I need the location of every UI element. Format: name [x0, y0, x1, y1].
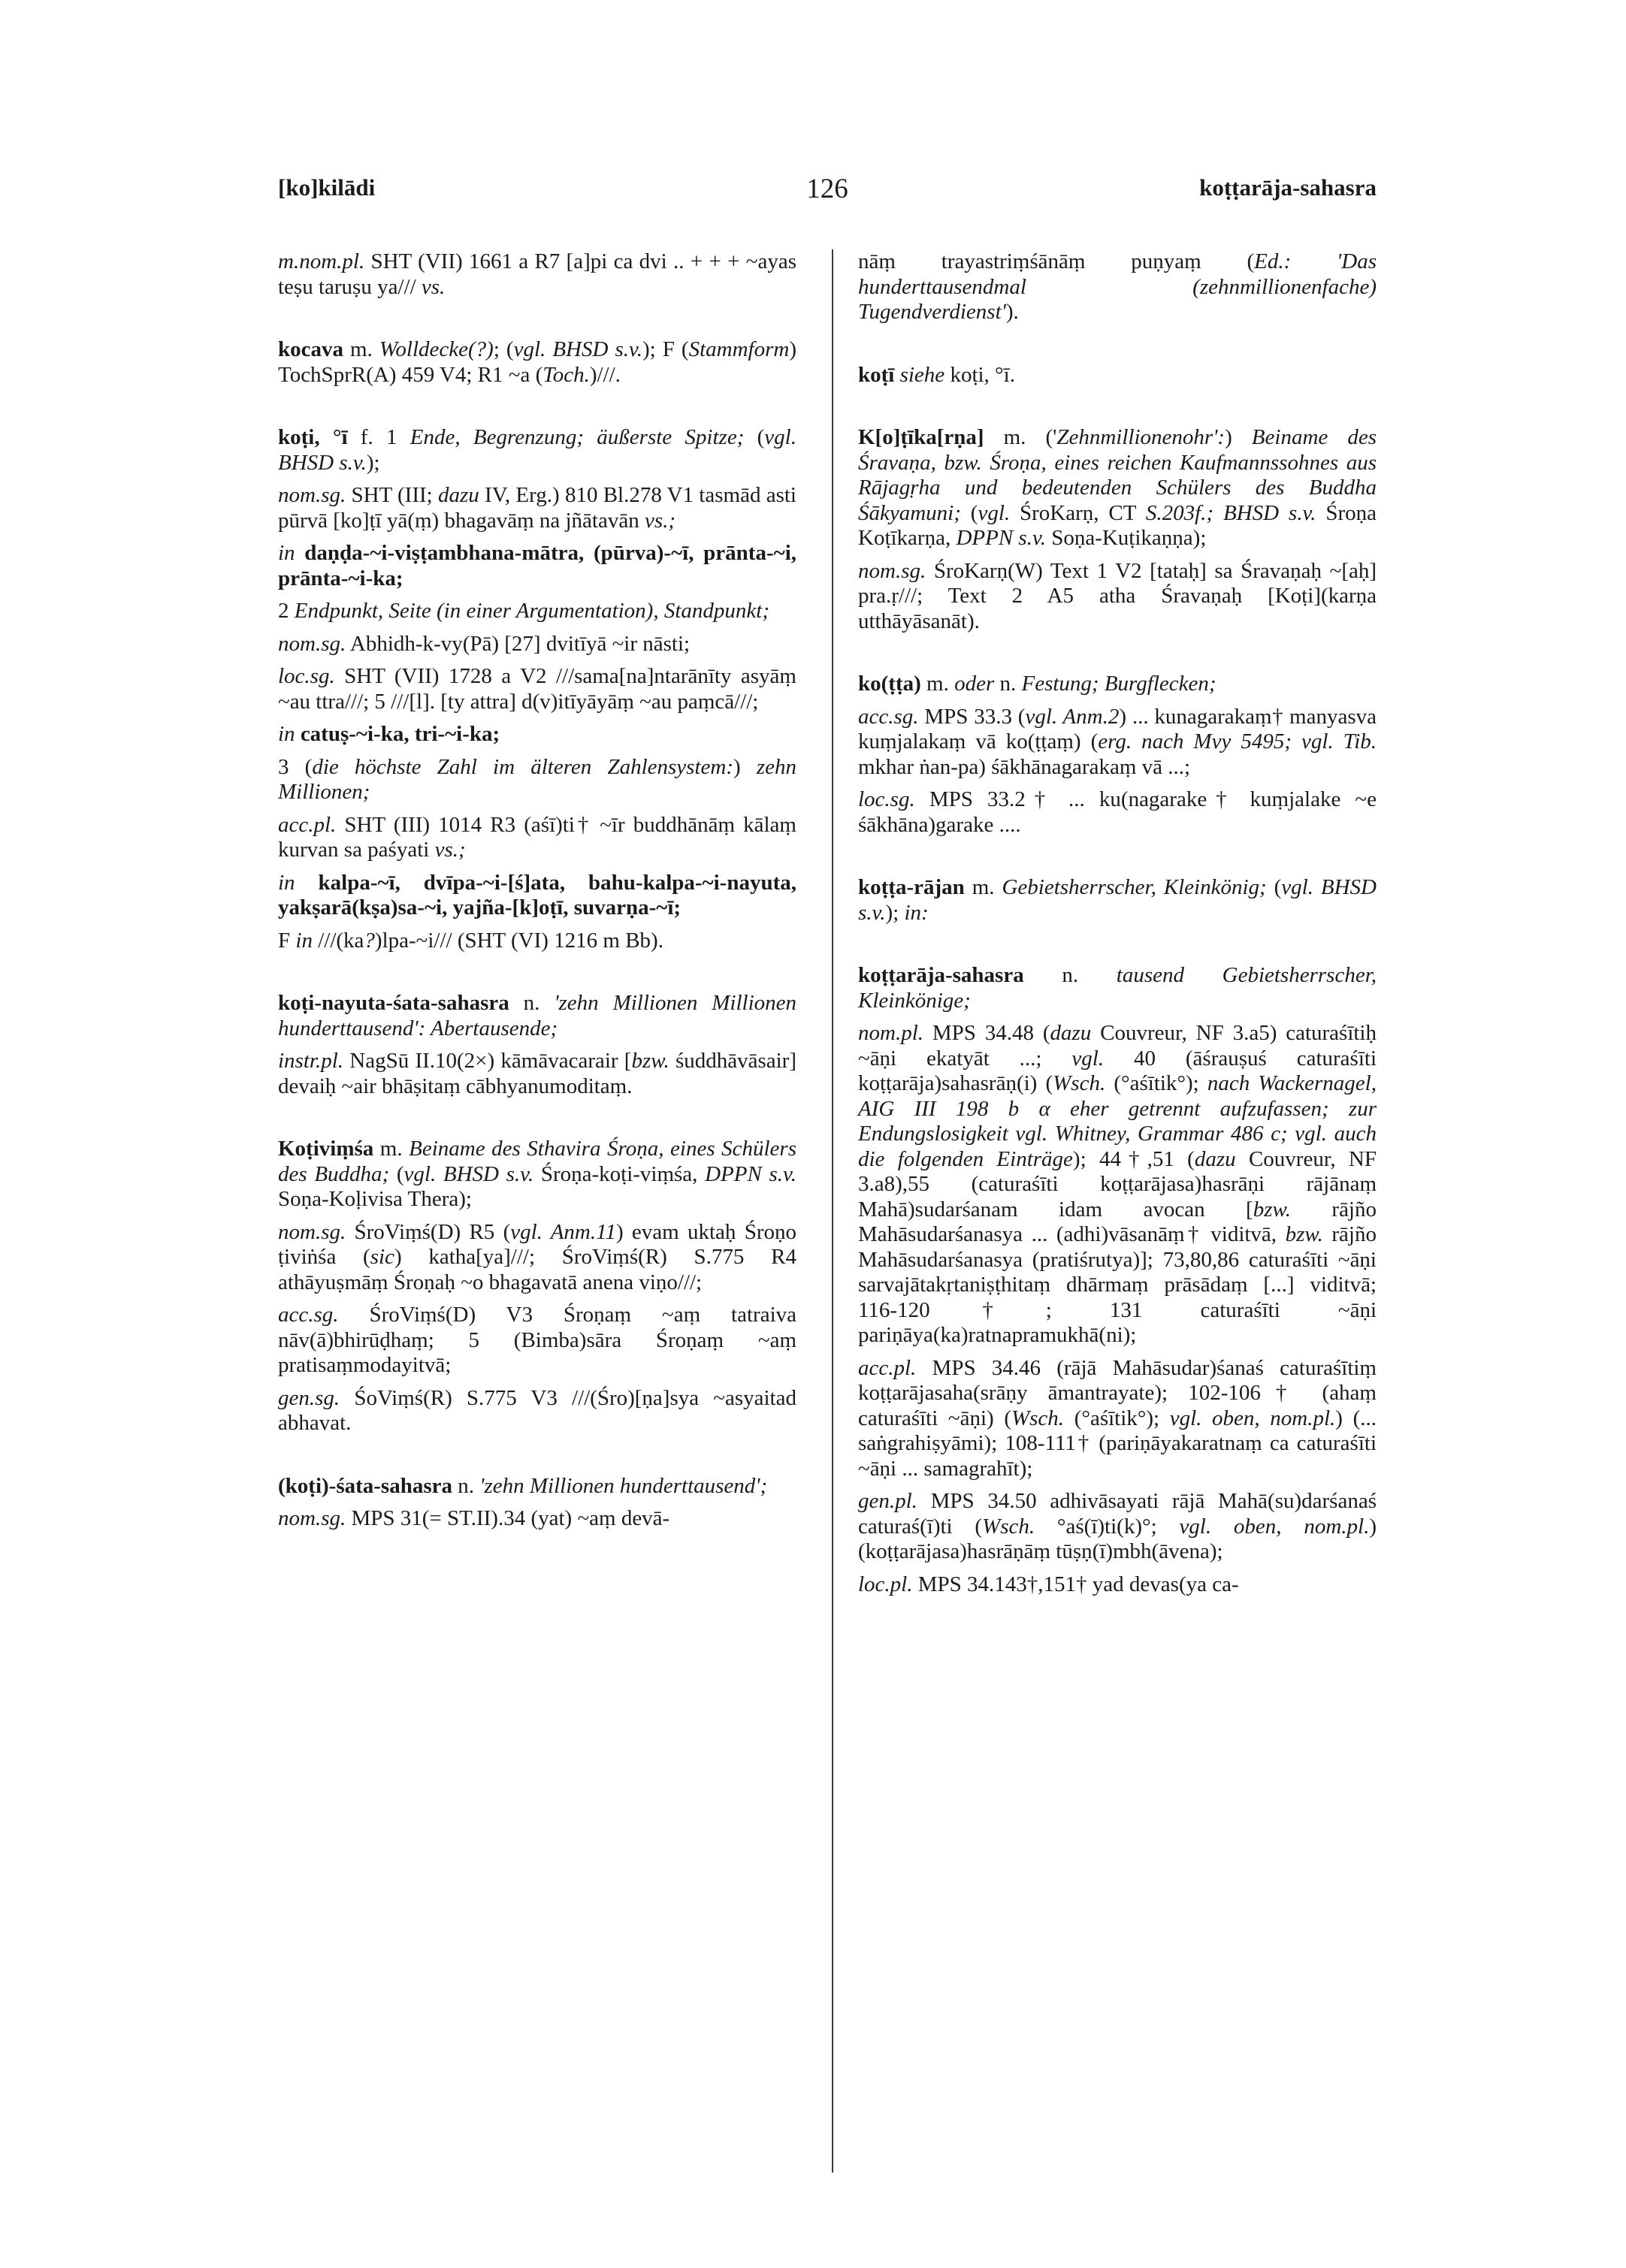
italic-text: Endpunkt, Seite (in einer Argumentation), Standpunkt; — [294, 599, 769, 623]
entry-headline — [278, 425, 796, 476]
entry-text: ) katha[ya]///; ŚroViṃś(R) S.775 R4 athāyuṣmāṃ Śroṇaḥ ~o bhagavatā anena viṇo///; — [278, 1245, 796, 1294]
entry-text: ); — [366, 450, 380, 475]
italic-text: vs. — [421, 274, 446, 299]
entry-text: °aś(ī)ti(k)°; — [1035, 1514, 1180, 1539]
entry-text: ; ( — [493, 337, 514, 361]
entry-text: MPS 34.50 adhivāsayati rājā Mahā(su)darśanaś caturaś(ī)ti ( — [858, 1489, 1377, 1539]
italic-text: dazu — [437, 483, 479, 507]
entry-sense-line — [278, 599, 796, 624]
italic-text: ? — [364, 928, 375, 953]
entry-sense-line — [858, 1572, 1377, 1598]
entry-text: m. — [343, 337, 379, 361]
header-left-guideword: [ko]kilādi — [278, 174, 376, 201]
italic-text: oder — [954, 672, 995, 696]
headword-text: kalpa-~ī, dvīpa-~i-[ś]ata, bahu-kalpa-~i-nayuta, yakṣarā(kṣa)sa-~i, yajña-[k]oṭī, suvarṇa-~ī; — [278, 870, 796, 920]
entry-text: Abhidh-k-vy(Pā) [27] dvitīyā ~ir nāsti; — [346, 631, 691, 656]
italic-text: Stammform — [688, 337, 790, 361]
entry-text: nāṃ trayastriṃśānāṃ puṇyaṃ ( — [858, 249, 1255, 273]
entry-sense-line — [858, 559, 1377, 635]
entry-text: ). — [1005, 300, 1019, 324]
entry-text: ( — [960, 500, 978, 525]
entry-text: )lpa-~i/// (SHT (VI) 1216 m Bb). — [374, 928, 663, 953]
entry-text: ŚroViṃś(D) V3 Śroṇaṃ ~aṃ tatraiva nāv(ā)bhirūḍhaṃ; 5 (Bimba)sāra Śroṇaṃ ~aṃ pratisaṃmodayitvā; — [278, 1303, 796, 1377]
entry-text: MPS 34.143†,151† yad devas(ya ca- — [912, 1572, 1239, 1596]
headword-text: ko(ṭṭa) — [858, 672, 921, 696]
entry-text: ŚroKarṇ(W) Text 1 V2 [tataḥ] sa Śravaṇaḥ ~[aḥ] pra.ṛ///; Text 2 A5 atha Śravaṇaḥ [Koṭi](karṇa utthāyāsanāt). — [858, 558, 1377, 633]
entry-text: n. — [994, 672, 1022, 696]
entry-text: (°aśītik°); — [1105, 1071, 1207, 1095]
italic-text: Beiname des Śravaṇa, bzw. Śroṇa, eines reichen Kaufmannssohnes aus Rājagṛha und bedeutenden Schülers des Buddha Śākyamuni; — [858, 425, 1377, 525]
italic-text: loc.pl. — [858, 1572, 913, 1596]
entry-text: NagSū II.10(2×) kāmāvacarair [ — [343, 1049, 632, 1073]
italic-text: acc.sg. — [278, 1303, 339, 1327]
italic-text: dazu — [1050, 1021, 1092, 1045]
right-column — [858, 249, 1377, 1635]
entry-text: n. — [509, 991, 555, 1015]
italic-text: Toch. — [543, 362, 590, 387]
entry-text: Śroṇa-koṭi-viṃśa, — [533, 1161, 706, 1186]
entry-headline — [278, 249, 796, 300]
italic-text: Gebietsherrscher, Kleinkönig; — [1002, 875, 1267, 899]
entry-text: ) evam uktaḥ Śroṇo ṭiviṅśa ( — [278, 1219, 796, 1269]
dictionary-entry — [858, 875, 1377, 926]
italic-text: siehe — [894, 362, 945, 387]
entry-text: mkhar ṅan-pa) śākhānagarakaṃ vā ...; — [858, 754, 1191, 779]
headword-text: Koṭiviṃśa — [278, 1137, 374, 1161]
dictionary-entry — [858, 363, 1377, 388]
italic-text: vs.; — [434, 838, 466, 862]
italic-text: sic — [370, 1245, 394, 1269]
entry-text: Couvreur, NF 3.a5) caturaśītiḥ ~āṇi ekatyāt ...; — [858, 1021, 1377, 1071]
entry-headline — [858, 963, 1377, 1013]
entry-headline — [278, 1474, 796, 1499]
header-right-guideword: koṭṭarāja-sahasra — [1199, 174, 1377, 201]
italic-text: Ende, Begrenzung; äußerste Spitze; — [410, 425, 745, 449]
entry-text: )///. — [589, 362, 621, 387]
entry-sense-line — [278, 871, 796, 921]
italic-text: loc.sg. — [858, 787, 915, 811]
italic-text: nom.sg. — [858, 558, 926, 583]
italic-text: vgl. BHSD s.v. — [403, 1161, 534, 1186]
dictionary-entry — [278, 1137, 796, 1436]
italic-text: Wolldecke(?) — [379, 337, 494, 361]
page-number: 126 — [806, 174, 848, 204]
entry-headline — [278, 1137, 796, 1213]
entry-text: 3 ( — [278, 754, 313, 779]
italic-text: vgl. BHSD s.v. — [858, 875, 1377, 925]
entry-text: MPS 34.46 (rājā Mahāsudar)śanaś caturaśītiṃ koṭṭarājasaha(srāṇy āmantrayate); 102-106† (ahaṃ caturaśīti ~āṇi) ( — [858, 1355, 1377, 1430]
entry-text: koṭi, °ī. — [944, 362, 1015, 387]
italic-text: vgl. BHSD s.v. — [278, 425, 796, 475]
italic-text: Wsch. — [982, 1514, 1035, 1539]
entry-text: rājño Mahāsudarśanasya (pratiśrutya)]; 73,80,86 caturaśīti ~āṇi sarvajātakṛtaniṣṭhitaṃ dhārmaṃ prāsādaṃ [...] viditvā; 116-120†; 131 caturaśīti ~āṇi pariṇāya(ka)ratnapramukhā(ni); — [858, 1222, 1377, 1347]
entry-text: Couvreur, NF 3.a8),55 (caturaśīti koṭṭarājasa)hasrāṇi rājānaṃ Mahā)sudarśanam idam avocan [ — [858, 1146, 1377, 1222]
entry-sense-line — [278, 813, 796, 863]
entry-text: ); 44†,51 ( — [1072, 1146, 1195, 1171]
entry-text: f. 1 — [347, 425, 410, 449]
entry-sense-line — [278, 722, 796, 747]
headword-text: koṭī — [858, 362, 895, 387]
italic-text: dazu — [1194, 1146, 1236, 1171]
italic-text: Zehnmillionenohr': — [1056, 425, 1226, 449]
italic-text: in — [278, 541, 295, 565]
entry-text: n. — [452, 1473, 480, 1498]
entry-headline — [278, 337, 796, 388]
entry-text: n. — [1023, 963, 1117, 987]
entry-text: m. (' — [984, 425, 1057, 449]
italic-text: die höchste Zahl im älteren Zahlensystem: — [312, 754, 733, 779]
entry-sense-line — [278, 632, 796, 657]
entry-text: ( — [744, 425, 765, 449]
entry-text: Śroṇa Koṭīkarṇa, — [858, 500, 1377, 550]
headword-text: catuṣ-~i-ka, tri-~i-ka; — [295, 722, 500, 746]
italic-text: DPPN s.v. — [956, 526, 1046, 550]
italic-text: nom.sg. — [278, 1219, 346, 1244]
entry-text: ) — [1225, 425, 1252, 449]
entry-text: IV, Erg.) 810 Bl.278 V1 tasmād asti pūrvā [ko]ṭī yā(ṃ) bhagavāṃ na jñātavān — [278, 483, 796, 533]
entry-sense-line — [278, 1220, 796, 1296]
entry-sense-line — [858, 1021, 1377, 1348]
entry-text: m. — [920, 672, 955, 696]
entry-sense-line — [858, 1489, 1377, 1565]
entry-sense-line — [858, 787, 1377, 838]
entry-sense-line — [278, 1506, 796, 1532]
headword-text: koṭṭarāja-sahasra — [858, 963, 1024, 987]
italic-text: vgl. — [1071, 1046, 1105, 1071]
dictionary-entry — [278, 425, 796, 953]
italic-text: vs.; — [644, 508, 676, 533]
entry-sense-line — [858, 1356, 1377, 1482]
entry-text: ); — [885, 900, 905, 925]
dictionary-entry — [858, 672, 1377, 838]
entry-text: SHT (VII) 1728 a V2 ///sama[na]ntarānīty asyāṃ ~au ttra///; 5 ///[l]. [ty attra] d(v)itīyāyāṃ ~au paṃcā///; — [278, 664, 796, 714]
italic-text: acc.pl. — [858, 1355, 917, 1380]
entry-sense-line — [278, 1049, 796, 1099]
italic-text: acc.pl. — [278, 812, 337, 837]
entry-sense-line — [278, 1386, 796, 1436]
entry-text: MPS 33.2† ... ku(nagarake† kuṃjalake ~e śākhāna)garake .... — [858, 787, 1377, 837]
italic-text: nom.pl. — [858, 1021, 923, 1045]
entry-text: ) ... kunagarakaṃ† manyasva kuṃjalakaṃ vā ko(ṭṭaṃ) ( — [858, 704, 1377, 753]
entry-text: rājño Mahāsudarśanasya ... (adhi)vāsanāṃ† viditvā, — [858, 1197, 1377, 1246]
entry-sense-line — [278, 541, 796, 591]
entry-text: ŚroViṃś(D) R5 ( — [346, 1219, 511, 1244]
entry-sense-line — [278, 483, 796, 533]
italic-text: instr.pl. — [278, 1049, 344, 1073]
italic-text: bzw. — [1253, 1197, 1291, 1222]
italic-text: erg. nach Mvy 5495; vgl. Tib. — [1098, 729, 1377, 753]
italic-text: Ed.: 'Das hunderttausendmal (zehnmillionenfache) Tugendverdienst' — [858, 249, 1377, 324]
dictionary-entry — [278, 1474, 796, 1532]
entry-headline — [278, 991, 796, 1041]
entry-text: śuddhāvāsair] devaiḥ ~air bhāṣitaṃ cābhyanumoditaṃ. — [278, 1049, 796, 1098]
italic-text: m.nom.pl. — [278, 249, 365, 273]
italic-text: loc.sg. — [278, 664, 335, 688]
entry-text: ( — [1266, 875, 1282, 899]
entry-headline — [858, 672, 1377, 697]
italic-text: S.203f.; BHSD s.v. — [1145, 500, 1316, 525]
italic-text: Beiname des Sthavira Śroṇa, eines Schülers des Buddha; — [278, 1137, 796, 1186]
italic-text: 'zehn Millionen hunderttausend'; — [479, 1473, 768, 1498]
page-header — [278, 174, 1377, 212]
italic-text: in — [278, 722, 295, 746]
entry-headline — [858, 249, 1377, 325]
entry-text: MPS 34.48 ( — [923, 1021, 1050, 1045]
headword-text: koṭi-nayuta-śata-sahasra — [278, 991, 509, 1015]
italic-text: nom.sg. — [278, 631, 346, 656]
italic-text: in: — [904, 900, 929, 925]
italic-text: zehn Millionen; — [278, 754, 796, 804]
italic-text: 'zehn Millionen Millionen hunderttausend': Abertausende; — [278, 991, 796, 1040]
entry-text: (°aśītik°); — [1064, 1406, 1170, 1430]
italic-text: vgl. Anm.2 — [1025, 704, 1120, 729]
italic-text: bzw. — [1285, 1222, 1323, 1246]
headword-text: daṇḍa-~i-viṣṭambhana-mātra, (pūrva)-~ī, prānta-~i, prānta-~i-ka; — [278, 541, 796, 590]
entry-text: ) (... saṅgrahiṣyāmi); 108-111† (pariṇāyakaratnaṃ ca caturaśīti ~āṇi ... samagrahīt); — [858, 1406, 1377, 1481]
entry-headline — [858, 363, 1377, 388]
headword-text: kocava — [278, 337, 343, 361]
italic-text: bzw. — [631, 1049, 669, 1073]
dictionary-entry — [278, 991, 796, 1099]
entry-text: 40 (āśrauṣuś caturaśīti koṭṭarāja)sahasrāṇ(i) ( — [858, 1046, 1377, 1095]
dictionary-entry — [858, 425, 1377, 634]
entry-text: ) TochSprR(A) 459 V4; R1 ~a ( — [278, 337, 796, 387]
italic-text: vgl. BHSD s.v. — [513, 337, 642, 361]
entry-sense-line — [278, 929, 796, 954]
headword-text: koṭi, °ī — [278, 425, 348, 449]
column-divider — [832, 249, 833, 2173]
italic-text: nom.sg. — [278, 483, 346, 507]
italic-text: in — [295, 928, 313, 953]
italic-text: tausend Gebietsherrscher, Kleinkönige; — [858, 963, 1377, 1013]
entry-text: F — [278, 928, 296, 953]
entry-text: SHT (VII) 1661 a R7 [a]pi ca dvi .. + + + ~ayas teṣu taruṣu ya/// — [278, 249, 796, 299]
entry-text: ) — [733, 754, 757, 779]
headword-text: koṭṭa-rājan — [858, 875, 965, 899]
entry-text: ŚroKarṇ, CT — [1010, 500, 1146, 525]
italic-text: vgl. oben, nom.pl. — [1169, 1406, 1336, 1430]
entry-headline — [858, 875, 1377, 926]
entry-text: m. — [373, 1137, 410, 1161]
italic-text: vgl. Anm.11 — [510, 1219, 616, 1244]
entry-sense-line — [278, 664, 796, 714]
italic-text: gen.sg. — [278, 1385, 340, 1410]
entry-text: ŚoViṃś(R) S.775 V3 ///(Śro)[ṇa]sya ~asyaitad abhavat. — [278, 1385, 796, 1435]
dictionary-entry — [858, 963, 1377, 1597]
entry-text: MPS 31(= ST.II).34 (yat) ~aṃ devā- — [346, 1506, 670, 1530]
italic-text: nom.sg. — [278, 1506, 346, 1530]
italic-text: acc.sg. — [858, 704, 919, 729]
entry-text: ///(ka — [312, 928, 364, 953]
entry-text: m. — [964, 875, 1002, 899]
dictionary-entry — [278, 337, 796, 388]
italic-text: Wsch. — [1011, 1406, 1065, 1430]
entry-sense-line — [858, 705, 1377, 781]
entry-text: 2 — [278, 599, 295, 623]
dictionary-entry — [858, 249, 1377, 325]
entry-text: ) (koṭṭarājasa)hasrāṇāṃ tūṣṇ(ī)mbh(āvena); — [858, 1514, 1377, 1563]
italic-text: DPPN s.v. — [705, 1161, 796, 1186]
entry-sense-line — [278, 1303, 796, 1379]
entry-text: SHT (III; — [346, 483, 438, 507]
entry-text: Soṇa-Kuṭikaṇṇa); — [1045, 526, 1207, 550]
entry-text: MPS 33.3 ( — [918, 704, 1026, 729]
entry-text: ( — [389, 1161, 404, 1186]
entry-text: ); F ( — [642, 337, 689, 361]
headword-text: K[o]ṭīka[rṇa] — [858, 425, 984, 449]
italic-text: vgl. oben, nom.pl. — [1179, 1514, 1370, 1539]
italic-text: Wsch. — [1053, 1071, 1106, 1095]
entry-headline — [858, 425, 1377, 551]
headword-text: (koṭi)-śata-sahasra — [278, 1473, 452, 1498]
entry-sense-line — [278, 755, 796, 805]
italic-text: in — [278, 870, 295, 895]
italic-text: gen.pl. — [858, 1489, 917, 1513]
italic-text: nach Wackernagel, AIG III 198 b α eher getrennt aufzufassen; zur Endungslosigkeit vgl. Whitney, Grammar 486 c; vgl. auch die folgenden Einträge — [858, 1071, 1377, 1171]
italic-text: Festung; Burgflecken; — [1021, 672, 1216, 696]
left-column — [278, 249, 796, 1569]
italic-text: vgl. — [978, 500, 1011, 525]
dictionary-entry — [278, 249, 796, 300]
entry-text: SHT (III) 1014 R3 (aśī)ti† ~īr buddhānāṃ kālaṃ kurvan sa paśyati — [278, 812, 796, 862]
entry-text: Soṇa-Koḷivisa Thera); — [278, 1187, 472, 1211]
